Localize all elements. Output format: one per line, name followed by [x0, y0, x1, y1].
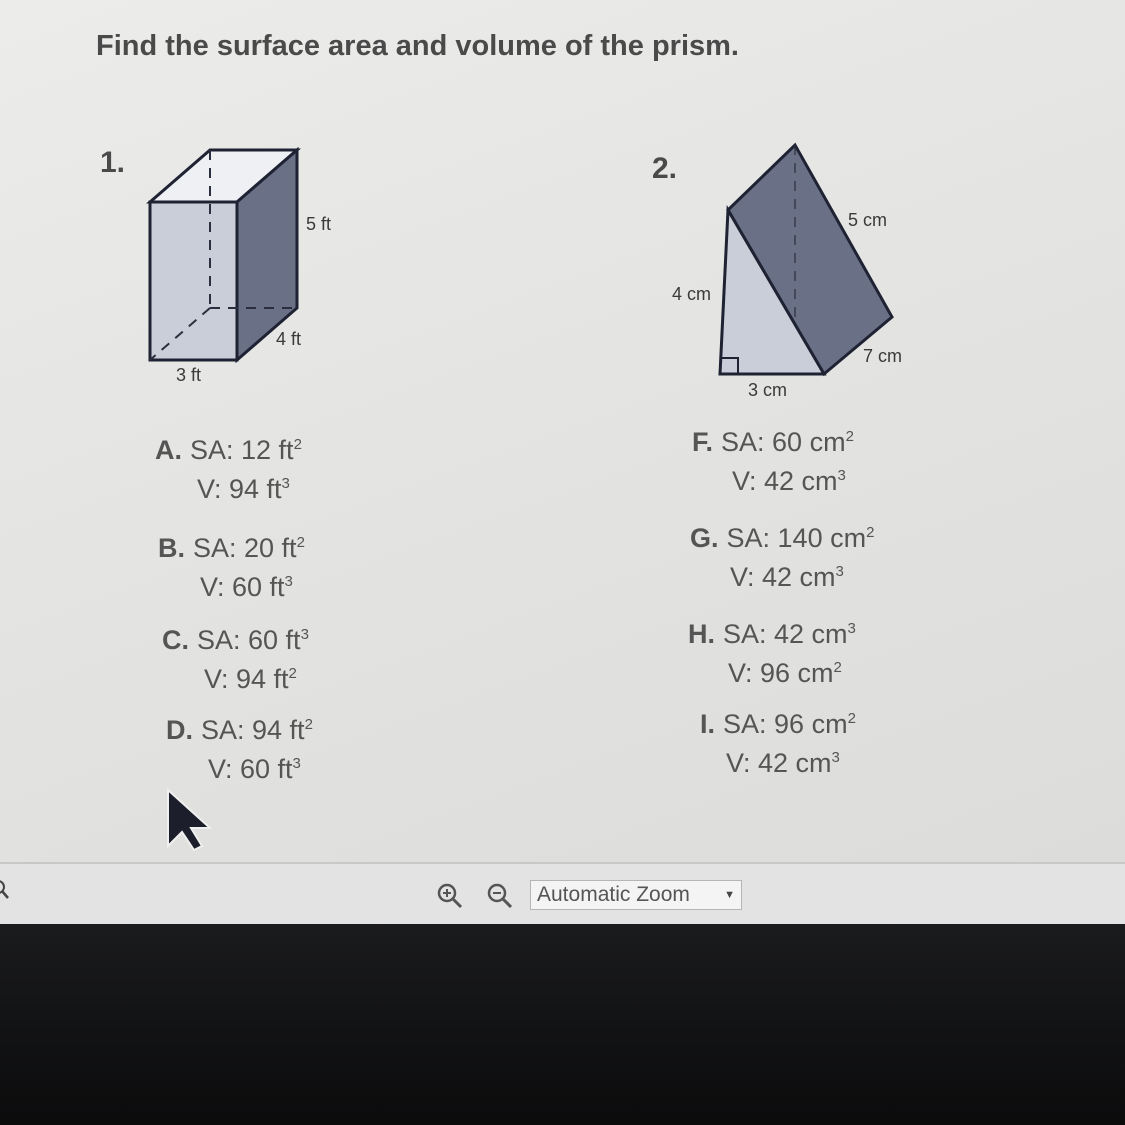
choice-c[interactable]: C. SA: 60 $ft^3$ V: 94 $ft^2$ [162, 625, 309, 694]
question-2-number: 2. [652, 152, 678, 185]
width-label: 3 ft [176, 365, 202, 385]
zoom-in-icon[interactable] [436, 882, 464, 910]
height-label: 4 cm [672, 284, 712, 304]
choice-d[interactable]: D. SA: 94 $ft^2$ V: 60 $ft^3$ [166, 715, 313, 784]
choice-h[interactable]: H. SA: 42 $cm^3$ V: 96 $cm^2$ [688, 619, 856, 688]
search-icon[interactable] [0, 878, 14, 902]
choice-f[interactable]: F. SA: 60 $cm^2$ V: 42 $cm^3$ [692, 427, 854, 496]
dropdown-arrow-icon: ▼ [724, 889, 735, 901]
rectangular-prism-figure [140, 140, 340, 390]
base-label: 3 cm [748, 380, 788, 400]
triangular-prism-figure [660, 140, 920, 400]
monitor-bezel [0, 924, 1125, 1125]
question-1-number: 1. [100, 146, 126, 179]
zoom-level-select[interactable] [530, 880, 742, 910]
hypotenuse-label: 5 cm [848, 210, 888, 230]
choice-a[interactable]: A. SA: 12 $ft^2$ V: 94 $ft^3$ [155, 435, 302, 504]
mouse-cursor-icon [166, 788, 214, 854]
choice-g[interactable]: G. SA: 140 $cm^2$ V: 42 $cm^3$ [690, 523, 875, 592]
depth-label: 4 ft [276, 329, 302, 349]
choice-b[interactable]: B. SA: 20 $ft^2$ V: 60 $ft^3$ [158, 533, 305, 602]
length-label: 7 cm [863, 346, 903, 366]
page-title: Find the surface area and volume of the prism. [96, 30, 739, 62]
pdf-viewer-toolbar [0, 862, 1125, 926]
zoom-out-icon[interactable] [486, 882, 514, 910]
zoom-level-value: Automatic Zoom [537, 883, 690, 906]
height-label: 5 ft [306, 214, 332, 234]
choice-i[interactable]: I. SA: 96 $cm^2$ V: 42 $cm^3$ [700, 709, 856, 778]
